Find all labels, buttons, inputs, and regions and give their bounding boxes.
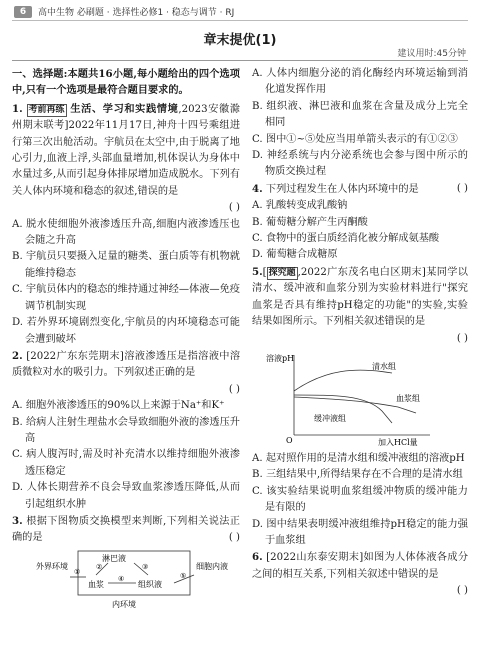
marker-5: ⑤ [180,571,187,580]
marker-3: ③ [142,562,149,571]
question-source: 2023安徽滁州期末联考 [12,103,240,132]
context-tag: 生活、学习和实践情境 [70,102,179,115]
question-number: 2. [12,349,23,362]
option-c: C. 宇航员体内的稳态的维持通过神经—体液—免疫调节机制实现 [12,284,240,312]
title-divider [12,60,468,61]
option-b: B. 三组结果中,所得结果存在不合理的是清水组 [252,469,463,481]
outside-label: 外界环境 [36,561,68,571]
running-title: 高中生物 必刷题 · 选择性必修1 · 稳态与调节 · RJ [38,8,235,18]
buffer-label: 缓冲液组 [314,413,346,423]
option-a: A. 脱水使细胞外液渗透压升高,细胞内液渗透压也会随之升高 [12,218,240,247]
plasma-series-label: 血浆组 [396,393,420,403]
option-d: D. 若外界环境剧烈变化,宇航员的内环境稳态可能会遭到破坏 [12,317,240,345]
question-source: [2022山东泰安期末] [266,552,364,564]
answer-blank: ( ) [456,332,468,344]
answer-blank: ( ) [228,532,240,544]
question-tag: 探究题 [268,267,296,278]
option-c: C. 食物中的蛋白质经消化被分解成氨基酸 [252,233,440,245]
question-number: 6. [252,551,263,564]
option-a: A. 起对照作用的是清水组和缓冲液组的溶液pH [252,452,465,464]
question-tag: 考前再练 [28,104,65,115]
water-curve [294,370,392,391]
option-a: A. 细胞外液渗透压的90%以上来源于Na⁺和K⁺ [12,400,225,412]
option-d: D. 神经系统与内分泌系统也会参与图中所示的物质交换过程 [252,150,468,178]
option-b: B. 葡萄糖分解产生丙酮酸 [252,216,368,228]
option-b: B. 宇航员只要摄入足量的糖类、蛋白质等有机物就能维持稳态 [12,251,240,279]
question-source: [2022广东东莞期末] [26,350,124,362]
question-stem: 溶液渗透压是指溶液中溶质微粒对水的吸引力。下列叙述正确的是 [12,350,241,379]
marker-1: ① [74,567,81,576]
section-heading: 一、选择题:本题共16小题,每小题给出的四个选项中,只有一个选项是最符合题目要求的。 [12,68,240,97]
question-number: 4. [252,182,263,195]
option-a: A. 乳酸转变成乳酸钠 [252,200,348,212]
chapter-title: 章末提优(1) [203,33,277,48]
question-number: 1. [12,102,23,115]
answer-blank: ( ) [228,202,240,214]
plasma-label: 血浆 [88,579,104,589]
question-source: 2022广东茂名电白区期末 [300,266,422,278]
page-number: 6 [14,6,32,18]
option-c: C. 图中①~⑤处应当用单箭头表示的有①②③ [252,133,458,145]
answer-blank: ( ) [456,585,468,597]
time-note: 建议用时:45分钟 [397,49,466,59]
running-header [0,0,480,22]
header-divider [12,20,468,21]
option-c: C. 该实验结果说明血浆组缓冲物质的缓冲能力是有限的 [252,485,468,514]
lymph-label: 淋巴液 [102,553,126,563]
exchange-diagram [34,549,234,613]
marker-4: ④ [118,574,125,583]
tissue-label: 组织液 [138,579,162,589]
right-column [252,66,468,600]
option-b: B. 给病人注射生理盐水会导致细胞外液的渗透压升高 [12,416,240,444]
question-number: 5. [252,265,263,278]
question-3 [12,513,240,547]
answer-blank: ( ) [456,182,468,194]
question-stem: 如图为人体体液各成分之间的相互关系,下列相关叙述中错误的是 [252,552,469,580]
origin-label: O [286,435,293,445]
question-stem: 根据下图物质交换模型来判断,下列相关说法正确的是 [12,515,240,544]
ph-graph [266,351,436,447]
question-2 [12,348,240,382]
question-6 [252,549,468,583]
option-d: D. 图中结果表明缓冲液组维持pH稳定的能力强于血浆组 [252,518,468,546]
question-4 [252,181,468,198]
question-number: 3. [12,514,23,527]
question-1: 1. 考前再练 生活、学习和实践情境,2023安徽滁州期末联考]2022年11月17日,神舟十四号乘组进行第三次出舱活动。宇航员在太空中,由于脱离了地心引力,血液上浮,头部血量增加,机体误认为身体中水量过多,从而引起身体排尿增加造成脱水。下列有关人体内环境和稳态的叙述,错误的是 [12,102,241,197]
marker-2: ② [96,562,103,571]
option-d: D. 人体长期营养不良会导致血浆渗透压降低,从而引起组织水肿 [12,482,240,510]
water-label: 清水组 [372,361,396,371]
option-a: A. 人体内细胞分泌的消化酶经内环境运输到消化道发挥作用 [252,68,468,96]
question-stem: 2022年11月17日,神舟十四号乘组进行第三次出舱活动。宇航员在太空中,由于脱离了地心引力,血液上浮,头部血量增加,机体误认为身体中水量过多,从而引起身体排尿增加造成脱水。下列有关人体内环境和稳态的叙述,错误的是 [12,120,241,197]
y-axis-label: 溶液pH [266,353,295,363]
cells-label: 细胞内液 [196,561,228,571]
internal-label: 内环境 [112,599,136,609]
option-c: C. 病人腹泻时,需及时补充清水以维持细胞外液渗透压稳定 [12,449,240,477]
option-d: D. 葡萄糖合成糖原 [252,249,338,261]
question-stem: 下列过程发生在人体内环境中的是 [265,183,419,195]
answer-blank: ( ) [228,383,240,395]
question-stem: 某同学以清水、缓冲液和血浆分别为实验材料进行"探究血浆是否具有维持pH稳定的功能"的实验,实验结果如图所示。下列相关叙述错误的是 [252,266,468,328]
left-column [12,66,240,617]
option-b: B. 组织液、淋巴液和血浆在含量及成分上完全相同 [252,100,468,129]
x-axis-label: 加入HCl量 [378,437,418,447]
question-5: 5.[ 探究题 ,2022广东茂名电白区期末]某同学以清水、缓冲液和血浆分别为实验材料进行"探究血浆是否具有维持pH稳定的功能"的实验,实验结果如图所示。下列相关叙述错误的是 [252,265,468,328]
